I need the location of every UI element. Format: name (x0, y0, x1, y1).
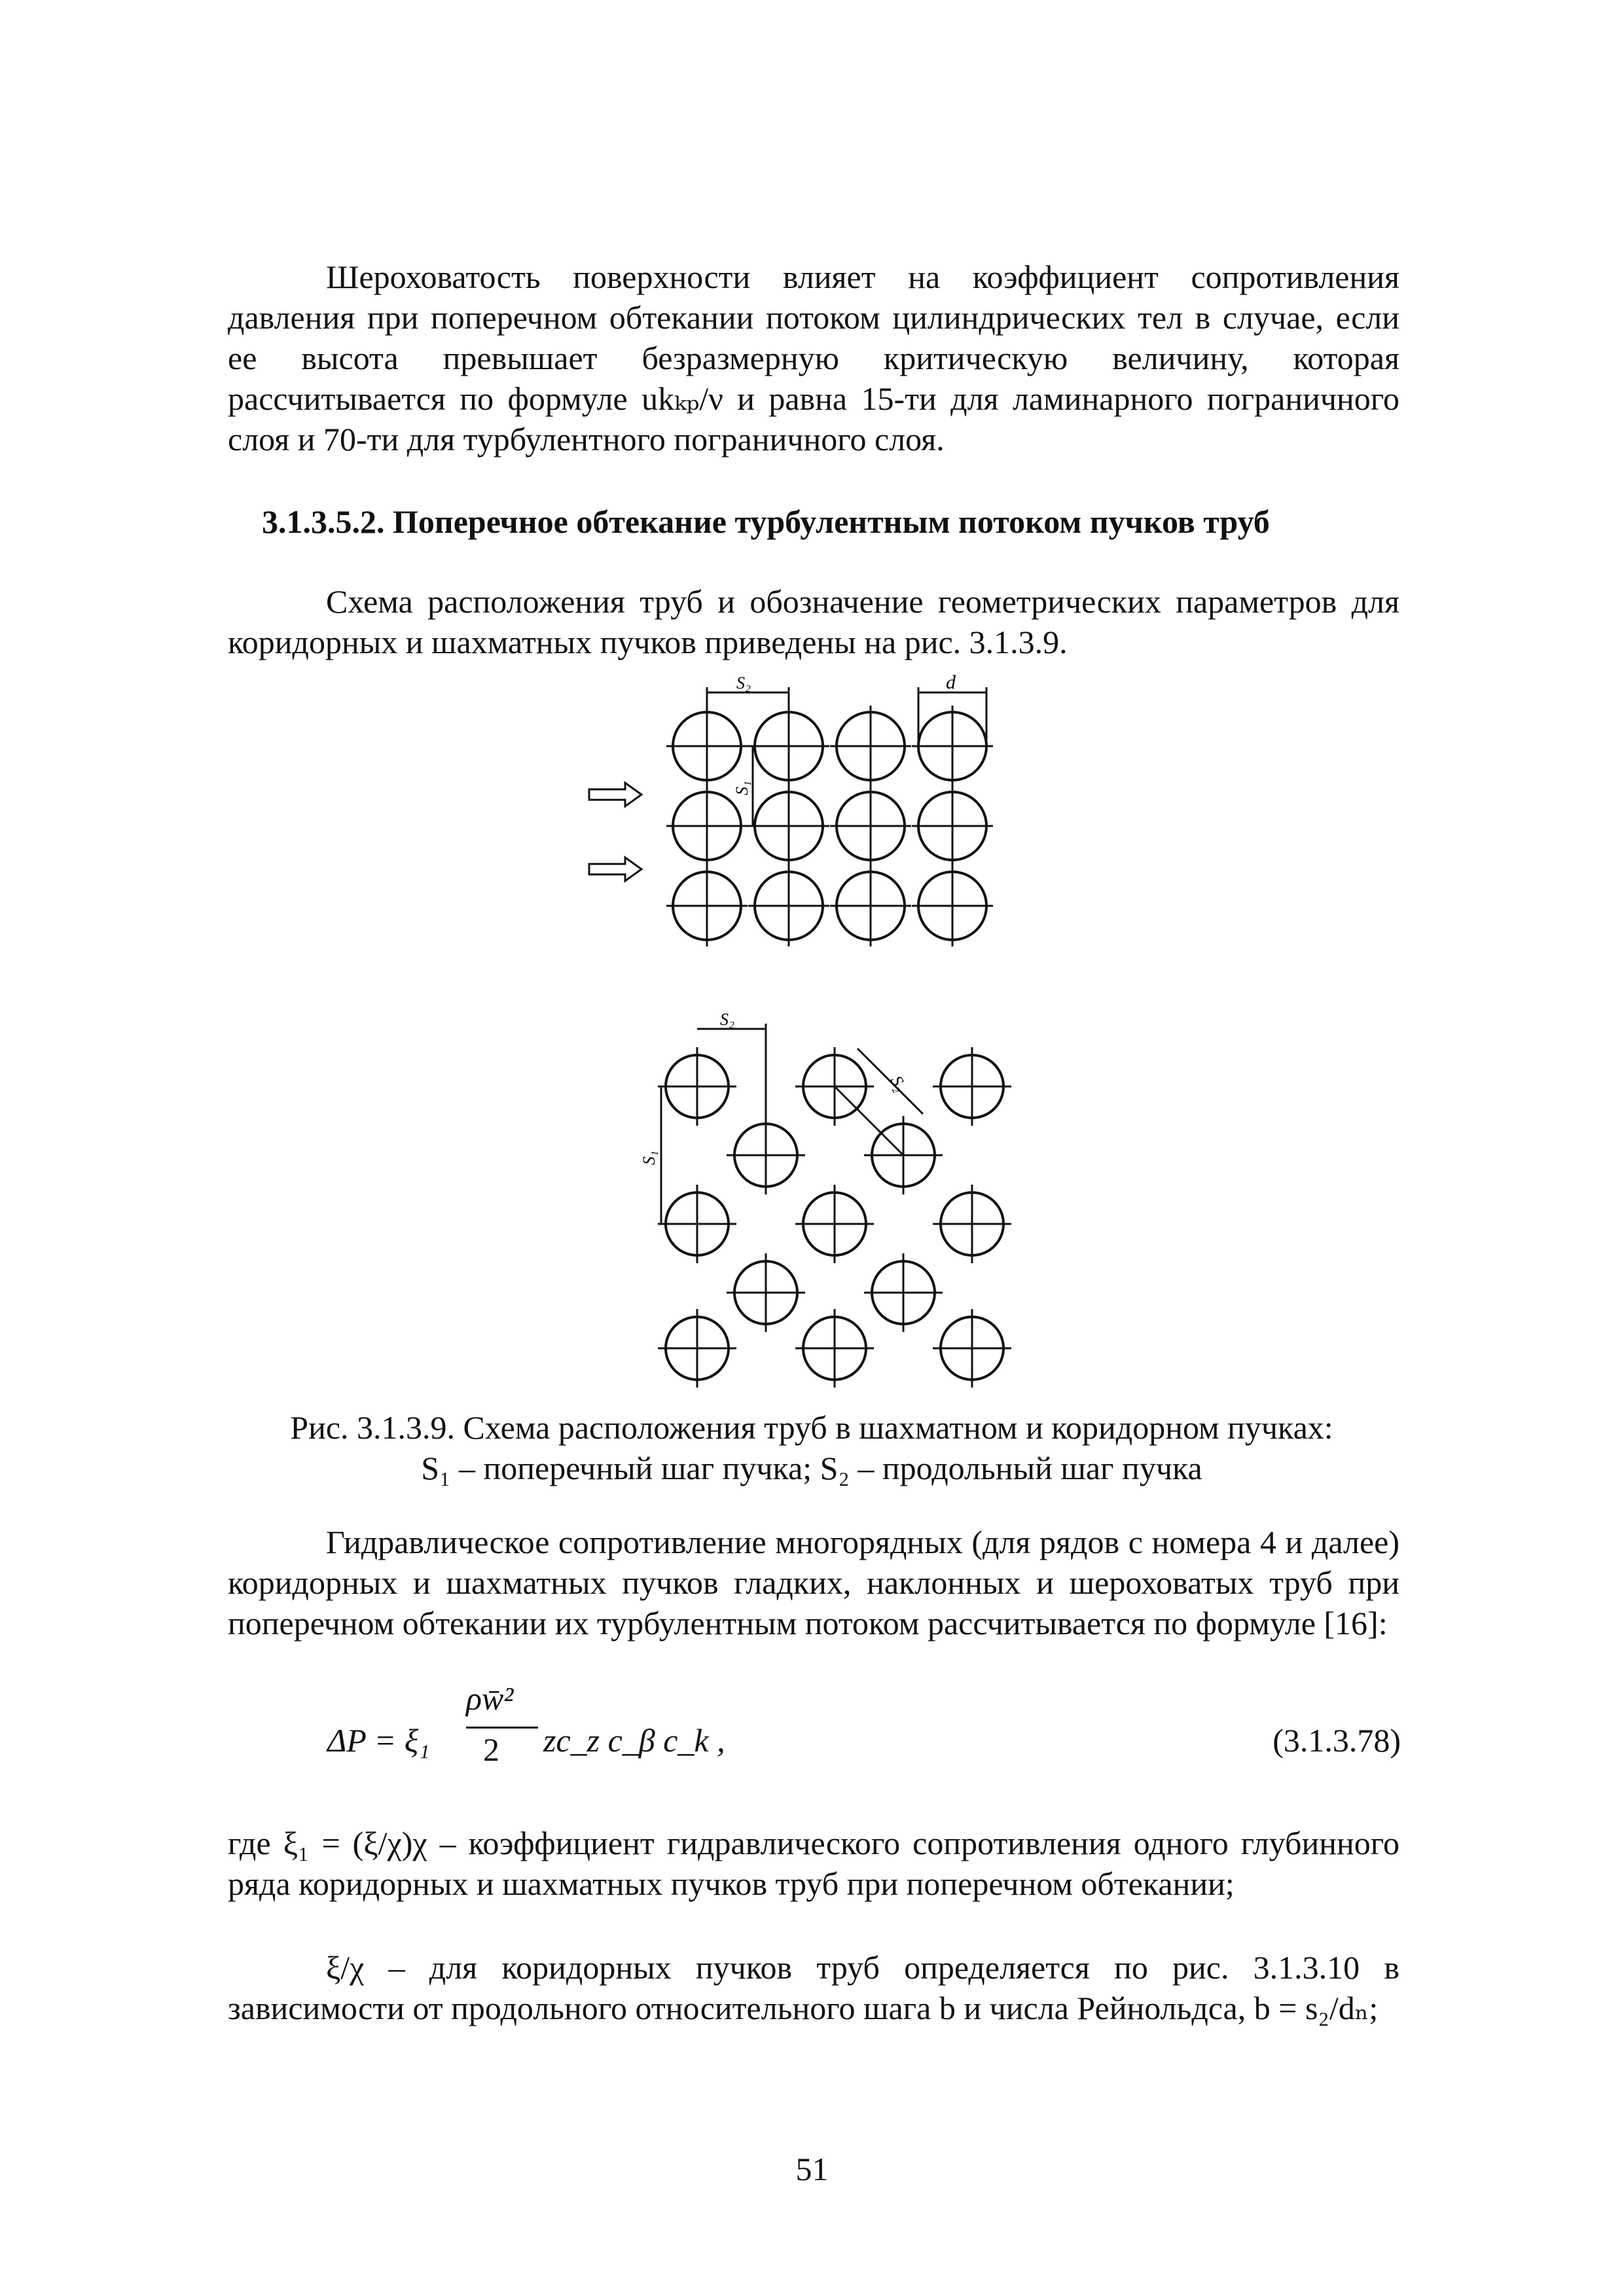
label-s1-bottom: S₁ (640, 1150, 659, 1165)
caption-line-2: S₁ – поперечный шаг пучка; S₂ – продольный шаг пучка (421, 1450, 1202, 1486)
label-s-diagonal: S₂ (886, 1072, 911, 1095)
where-definition-1: где ξ₁ = (ξ/χ)χ – коэффициент гидравлического сопротивления одного глубинного ряда коридорных и шахматных пучков труб при поперечном обтекании; (228, 1825, 1399, 1902)
paragraph-hydraulic: Гидравлическое сопротивление многорядных (для рядов с номера 4 и далее) коридорных и шахматных пучков гладких, наклонных и шероховатых труб при поперечном обтекании их турбулентным потоком рассчитывается по формуле [16]: (228, 1524, 1399, 1641)
staggered-bundle-figure (615, 1008, 1060, 1401)
figure-caption (196, 1407, 1427, 1488)
staggered-bundle-tubes (658, 1047, 1011, 1388)
equation-number: (3.1.3.78) (1272, 1722, 1401, 1759)
section-heading: 3.1.3.5.2. Поперечное обтекание турбулентным потоком пучков труб (262, 503, 1270, 540)
label-s1-side: S₁ (732, 780, 751, 795)
formula-lhs: ΔP = ξ₁ (327, 1722, 430, 1759)
formula-rhs: zc_z c_β c_k , (543, 1722, 725, 1759)
page-number: 51 (795, 2151, 829, 2187)
flow-arrow-lower (589, 857, 641, 881)
paragraph-roughness: Шероховатость поверхности влияет на коэффициент сопротивления давления при поперечном обтекании потоком цилиндрических тел в случае, если ее высота превышает безразмерную критическую величину, которая рассчитывается по формуле ukₖₚ/ν и равна 15-ти для ламинарного пограничного слоя и 70-ти для турбулентного пограничного слоя. (228, 259, 1399, 457)
caption-line-1: Рис. 3.1.3.9. Схема расположения труб в шахматном и коридорном пучках: (290, 1409, 1333, 1446)
formula-numerator: ρw̄² (466, 1680, 514, 1717)
formula-3-1-3-78 (327, 1676, 1401, 1780)
flow-arrow-upper (589, 783, 641, 806)
formula-denominator: 2 (483, 1731, 499, 1768)
formula-expression (327, 1676, 851, 1780)
paragraph-scheme-intro: Схема расположения труб и обозначение геометрических параметров для коридорных и шахматных пучков приведены на рис. 3.1.3.9. (228, 583, 1399, 660)
dimension-diagonal (835, 1049, 923, 1155)
dimension-s2-bottom-figure (697, 1024, 766, 1126)
inline-bundle-figure (576, 674, 1034, 962)
label-s2-bottom: S₂ (720, 1010, 735, 1029)
label-d: d (946, 674, 956, 693)
fraction-bar (466, 1727, 538, 1729)
label-s2-top: S₂ (736, 674, 751, 692)
where-definition-2: ξ/χ – для коридорных пучков труб определяется по рис. 3.1.3.10 в зависимости от продольного относительного шага b и числа Рейнольдса, b = s₂/dₙ; (228, 1949, 1399, 2026)
